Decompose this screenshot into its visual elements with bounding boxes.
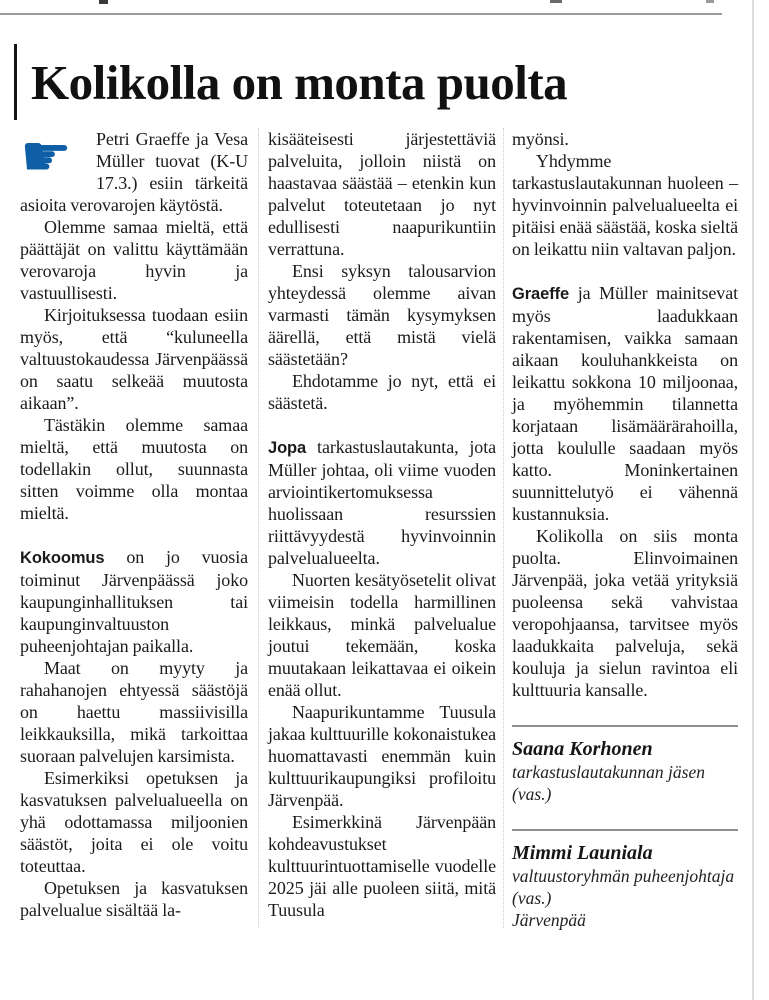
article-columns (20, 122, 738, 990)
signature-name: Saana Korhonen (512, 738, 653, 760)
page-crop-artifact (99, 0, 108, 4)
signature-role: valtuustoryhmän puheenjohtaja (vas.) (512, 866, 735, 908)
column-separator (503, 128, 504, 928)
article-title: Kolikolla on monta puolta (31, 54, 568, 110)
signature-rule (512, 725, 738, 727)
paragraph-lead: Jopa (268, 439, 307, 457)
column-separator (258, 128, 259, 928)
article-paragraph: Esimerkiksi opetuksen ja kasvatuksen palvelualueella on yhä odottamassa miljoonien säästöt, joita ei ole voitu toteuttaa. (20, 768, 248, 876)
article-paragraph: Opetuksen ja kasvatuksen palvelualue sisältää la- (20, 878, 248, 920)
article-column-3 (512, 128, 738, 931)
article-paragraph: Ensi syksyn talousarvion yhteydessä olemme aivan varmasti tämän kysymyksen äärellä, että mistä vielä säästetään? (268, 261, 496, 369)
page-edge-line (752, 0, 754, 1000)
paragraph-lead: Graeffe (512, 285, 570, 303)
article-paragraph: myönsi. (512, 129, 569, 149)
page-crop-artifact (706, 0, 714, 3)
signature-rule (512, 829, 738, 831)
signature-role: tarkastuslautakunnan jäsen (vas.) (512, 762, 705, 804)
article-paragraph: Maat on myyty ja rahahanojen ehtyessä säästöjä on haettu massiivisilla leikkauksilla, mikä tarkoittaa suoraan palvelujen karsimista. (20, 658, 248, 766)
article-paragraph: Esimerkkinä Järvenpään kohdeavustukset kulttuurintuottamiselle vuodelle 2025 jäi alle puoleen siitä, mitä Tuusula (268, 812, 496, 920)
paragraph-lead: Kokoomus (20, 549, 105, 567)
article-paragraph: Kokoomus on jo vuosia toiminut Järvenpäässä joko kaupunginhallituksen tai kaupunginvaltuuston puheenjohtajan paikalla. (20, 547, 248, 656)
article-paragraph: Kirjoituksessa tuodaan esiin myös, että “kuluneella valtuustokaudessa Järvenpäässä on saatu selkeää muutosta aikaan”. (20, 305, 248, 413)
article-header (14, 44, 724, 120)
article-paragraph: Ehdotamme jo nyt, että ei säästetä. (268, 371, 496, 413)
column-paragraphs (512, 128, 738, 701)
article-paragraph: Graeffe ja Müller mainitsevat myös laadukkaan rakentamisen, vaikka samaan aikaan kouluhankkeista on leikattu sokkona 10 miljoonaa, ja myöhemmin tilannetta korjataan lisämäärärahoilla, jotta koululle saadaan myös katto. Moninkertainen suunnittelutyö ei vähennä kustannuksia. (512, 283, 738, 524)
article-paragraph: kisääteisesti järjestettäviä palveluita, jolloin niistä on haastavaa säästää – etenkin kun palvelut toteutetaan jo nyt edullisesti naapurikuntiin verrattuna. (268, 129, 496, 259)
article-paragraph: Tästäkin olemme samaa mieltä, että muutosta on todellakin ollut, suunnasta sitten voimme olla montaa mieltä. (20, 415, 248, 523)
article-paragraph: ☛ Petri Graeffe ja Vesa Müller tuovat (K-U 17.3.) esiin tärkeitä asioita verovarojen käytöstä. (20, 122, 248, 215)
article-paragraph: Kolikolla on siis monta puolta. Elinvoimainen Järvenpää, joka vetää yrityksiä puoleensa sekä vahvistaa veropohjaansa, tarvitsee myös laadukkaita palveluja, sekä kouluja ja sielun ravintoa eli kulttuuria kansalle. (512, 526, 738, 700)
article-paragraph: Nuorten kesätyösetelit olivat viimeisin todella harmillinen leikkaus, minkä palvelualue joutui tekemään, koska muutakaan leikattavaa ei oikein enää ollut. (268, 570, 496, 700)
article-paragraph: Olemme samaa mieltä, että päättäjät on valittu käyttämään verovaroja hyvin ja vastuullisesti. (20, 217, 248, 303)
column-paragraphs (268, 128, 496, 921)
article-column-2 (268, 128, 496, 921)
signature-name: Mimmi Launiala (512, 842, 653, 864)
column-paragraphs (20, 122, 248, 921)
article-paragraph: Naapurikuntamme Tuusula jakaa kulttuurille kokonaistukea huomattavasti enemmän kuin kulttuurikaupungiksi profiloitu Järvenpää. (268, 702, 496, 810)
signature-block-2 (512, 829, 738, 931)
signature-location: Järvenpää (512, 910, 586, 930)
article-paragraph: Jopa tarkastuslautakunta, jota Müller johtaa, oli viime vuoden arviointikertomuksessa huolissaan resurssien riittävyydestä hyvinvoinnin palvelualueelta. (268, 437, 496, 568)
article-paragraph: Yhdymme tarkastuslautakunnan huoleen – hyvinvoinnin palvelualueelta ei pitäisi enää säästää, koska sieltä on leikattu niin valtavan paljon. (512, 151, 738, 259)
top-divider-rule (0, 13, 722, 15)
manicule-pointing-hand-icon: ☛ (20, 122, 72, 190)
article-column-1 (20, 122, 248, 921)
signature-block-1 (512, 725, 738, 805)
page-crop-artifact (550, 0, 562, 3)
